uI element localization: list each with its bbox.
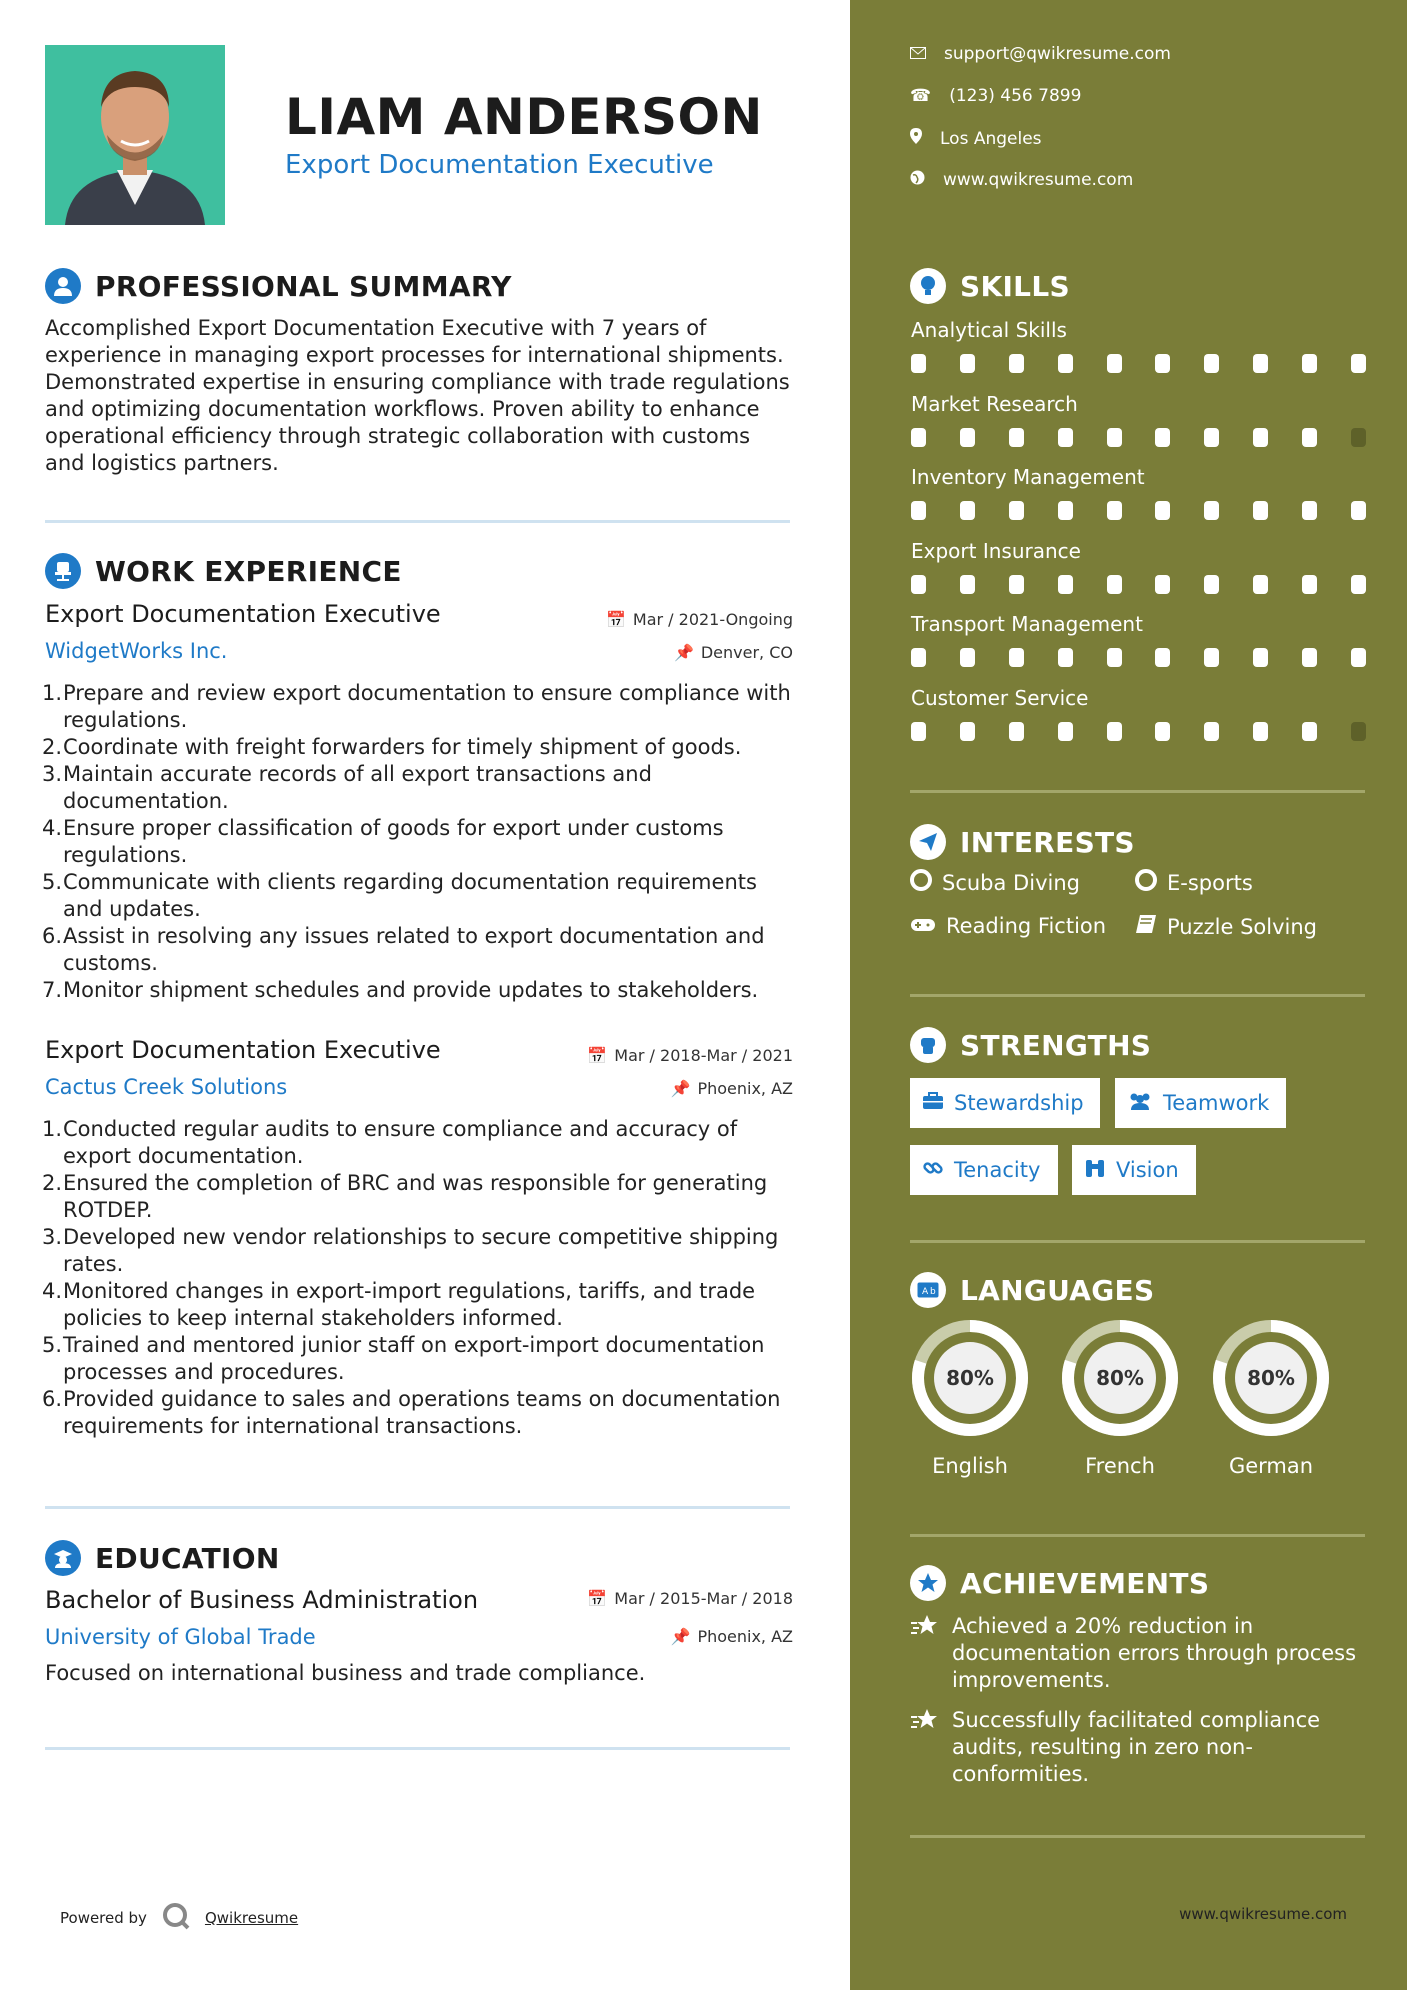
lifebuoy-icon: [1135, 869, 1157, 896]
skill-rating: [911, 354, 1366, 373]
skill-dot: [1058, 575, 1073, 594]
summary-line: Demonstrated expertise in ensuring compliance with trade regulations: [45, 370, 790, 394]
skills-title: SKILLS: [960, 269, 1070, 303]
skill-dot: [911, 428, 926, 447]
education-description: Focused on international business and trade compliance.: [45, 1661, 646, 1685]
language-percent: 80%: [946, 1366, 994, 1390]
contact-phone: [910, 86, 1081, 106]
section-divider: [910, 1835, 1365, 1838]
contact-email-text: support@qwikresume.com: [944, 44, 1171, 64]
footer-website: www.qwikresume.com: [1179, 1905, 1347, 1923]
job-location: [674, 643, 793, 662]
skill-dot: [1155, 354, 1170, 373]
achievement-item: [910, 1613, 1380, 1694]
strengths-heading: [910, 1027, 1151, 1063]
candidate-name: LIAM ANDERSON: [285, 88, 763, 146]
graduate-icon: [45, 1540, 81, 1576]
strength-label: Vision: [1116, 1158, 1179, 1182]
contact-location-text: Los Angeles: [940, 128, 1042, 149]
language-percent: 80%: [1096, 1366, 1144, 1390]
list-item: 5. Communicate with clients regarding documentation requirements and updates.: [42, 870, 757, 921]
strengths-title: STRENGTHS: [960, 1028, 1152, 1062]
language-percent: 80%: [1247, 1366, 1295, 1390]
skill-dot: [1009, 354, 1024, 373]
strength-badge: [910, 1078, 1100, 1128]
summary-line: Accomplished Export Documentation Executive with 7 years of: [45, 316, 707, 340]
progress-ring-icon: [910, 1318, 1030, 1438]
lightbulb-icon: [910, 268, 946, 304]
school: University of Global Trade: [45, 1625, 316, 1649]
skill-name: Market Research: [911, 391, 1078, 416]
list-item: 6. Provided guidance to sales and operations teams on documentation requirements for international transactions.: [42, 1387, 781, 1438]
language-ring: [910, 1318, 1030, 1442]
skill-dot: [1302, 354, 1317, 373]
list-item: 4. Monitored changes in export-import regulations, tariffs, and trade policies to keep internal stakeholders informed.: [42, 1279, 756, 1330]
skill-dot: [1009, 722, 1024, 741]
user-icon: [45, 268, 81, 304]
skill-name: Inventory Management: [911, 465, 1145, 489]
list-item: 3. Maintain accurate records of all export transactions and documentation.: [42, 762, 652, 813]
skill-dot: [1351, 722, 1366, 741]
interest-label: Scuba Diving: [942, 870, 1080, 895]
skill-rating: [911, 501, 1366, 520]
interest-label: E-sports: [1167, 870, 1253, 895]
interest-item: [910, 869, 1080, 896]
summary-line: operational efficiency through strategic collaboration with customs: [45, 424, 751, 448]
skill-dot: [1155, 648, 1170, 667]
strength-label: Teamwork: [1163, 1091, 1270, 1115]
education-date-text: Mar / 2015-Mar / 2018: [614, 1589, 793, 1608]
language-name: French: [1085, 1454, 1155, 1478]
job-date-text: Mar / 2018-Mar / 2021: [614, 1046, 793, 1065]
education-location-text: Phoenix, AZ: [697, 1627, 793, 1646]
job-date: [606, 610, 793, 629]
list-item: 2. Coordinate with freight forwarders for timely shipment of goods.: [42, 735, 742, 759]
section-divider: [45, 1747, 790, 1750]
paper-plane-icon: [910, 824, 946, 860]
section-divider: [910, 994, 1365, 997]
job-title: Export Documentation Executive: [45, 1036, 441, 1064]
section-divider: [910, 1534, 1365, 1537]
profile-photo: [45, 45, 225, 225]
strength-badge: [1115, 1078, 1286, 1128]
skill-name: Customer Service: [911, 685, 1089, 710]
skill-dot: [960, 354, 975, 373]
job-location-text: Phoenix, AZ: [697, 1079, 793, 1098]
education-title: EDUCATION: [95, 1541, 280, 1575]
interests-heading: [910, 824, 1135, 860]
section-divider: [45, 1506, 790, 1509]
skill-dot: [1009, 575, 1024, 594]
fist-icon: [910, 1027, 946, 1063]
interest-label: Reading Fiction: [946, 914, 1107, 938]
calendar-icon: 📅: [587, 1589, 608, 1608]
gamepad-icon: [910, 914, 936, 938]
skill-dot: [1107, 501, 1122, 520]
interests-title: INTERESTS: [960, 825, 1135, 859]
skill-dot: [1302, 575, 1317, 594]
skill-dot: [1204, 648, 1219, 667]
job-location-text: Denver, CO: [700, 643, 793, 662]
achievements-title: ACHIEVEMENTS: [960, 1566, 1210, 1600]
skill-dot: [1155, 428, 1170, 447]
list-item: 3. Developed new vendor relationships to secure competitive shipping rates.: [42, 1225, 779, 1276]
skill-dot: [1204, 501, 1219, 520]
lifebuoy-icon: [910, 869, 932, 896]
summary-line: and optimizing documentation workflows. Proven ability to enhance: [45, 397, 760, 421]
summary-line: and logistics partners.: [45, 451, 279, 475]
powered-by: [60, 1901, 298, 1935]
skill-dot: [1302, 501, 1317, 520]
contact-email: [910, 44, 1171, 64]
skill-dot: [1107, 648, 1122, 667]
skill-dot: [1155, 501, 1170, 520]
skill-dot: [911, 722, 926, 741]
chair-icon: [45, 553, 81, 589]
skill-dot: [1009, 428, 1024, 447]
skill-dot: [1155, 722, 1170, 741]
strength-label: Stewardship: [954, 1091, 1084, 1115]
job-date: [587, 1046, 793, 1065]
skill-dot: [1302, 428, 1317, 447]
calendar-icon: 📅: [587, 1046, 608, 1065]
summary-line: experience in managing export processes for international shipments.: [45, 343, 784, 367]
skill-dot: [960, 648, 975, 667]
skills-heading: [910, 268, 1070, 304]
link-icon: [922, 1157, 944, 1184]
users-icon: [1127, 1091, 1153, 1115]
skill-dot: [1058, 354, 1073, 373]
skill-name: Export Insurance: [911, 538, 1081, 563]
progress-ring-icon: [1060, 1318, 1180, 1438]
briefcase-icon: [922, 1091, 944, 1115]
section-divider: [45, 520, 790, 523]
svg-text:A: A: [922, 1287, 929, 1297]
calendar-icon: 📅: [605, 610, 626, 629]
interest-item: [1135, 914, 1317, 939]
interest-item: [1135, 869, 1253, 896]
powered-by-label: Powered by: [60, 1909, 147, 1927]
list-item: 5. Trained and mentored junior staff on export-import documentation processes and procedures.: [42, 1333, 765, 1384]
skill-dot: [1253, 722, 1268, 741]
skill-dot: [1107, 354, 1122, 373]
skill-dot: [911, 501, 926, 520]
skill-dot: [911, 354, 926, 373]
skill-rating: [911, 575, 1366, 594]
book-icon: [1135, 914, 1157, 939]
contact-website-text: www.qwikresume.com: [943, 170, 1134, 190]
contact-phone-text: (123) 456 7899: [949, 86, 1082, 106]
experience-title: WORK EXPERIENCE: [95, 554, 402, 588]
skill-dot: [1302, 722, 1317, 741]
skill-dot: [1009, 501, 1024, 520]
section-divider: [910, 1240, 1365, 1243]
skill-dot: [1204, 575, 1219, 594]
achievements-heading: [910, 1565, 1209, 1601]
list-item: 4. Ensure proper classification of goods for export under customs regulations.: [42, 816, 724, 867]
star-badge-icon: [910, 1565, 946, 1601]
skill-rating: [911, 648, 1366, 667]
skill-dot: [1351, 354, 1366, 373]
skill-rating: [911, 722, 1366, 741]
star-icon: [910, 1707, 940, 1788]
skill-dot: [1302, 648, 1317, 667]
job-company: Cactus Creek Solutions: [45, 1075, 288, 1099]
skill-dot: [1009, 648, 1024, 667]
skill-dot: [1351, 428, 1366, 447]
skill-dot: [1253, 501, 1268, 520]
job-date-text: Mar / 2021-Ongoing: [632, 610, 793, 629]
language-name: German: [1228, 1454, 1314, 1478]
job-duties: [42, 1116, 805, 1440]
job-company: WidgetWorks Inc.: [45, 639, 228, 663]
skill-dot: [1351, 501, 1366, 520]
skill-dot: [1351, 575, 1366, 594]
envelope-icon: [910, 44, 926, 64]
list-item: 2. Ensured the completion of BRC and was responsible for generating ROTDEP.: [42, 1171, 768, 1222]
person-avatar-icon: [45, 45, 225, 225]
skill-dot: [1155, 575, 1170, 594]
skill-dot: [1058, 648, 1073, 667]
skill-dot: [960, 575, 975, 594]
strength-badge: [1072, 1145, 1196, 1195]
languages-title: LANGUAGES: [960, 1273, 1155, 1307]
interest-label: Puzzle Solving: [1167, 914, 1317, 939]
skill-name: Transport Management: [911, 612, 1143, 636]
skill-dot: [1253, 648, 1268, 667]
skill-dot: [1107, 722, 1122, 741]
job-title: Export Documentation Executive: [45, 600, 441, 628]
education-date: [587, 1589, 793, 1608]
language-name: English: [932, 1454, 1008, 1478]
skill-dot: [960, 501, 975, 520]
skill-dot: [1253, 428, 1268, 447]
skill-rating: [911, 428, 1366, 447]
skill-dot: [1058, 722, 1073, 741]
strength-badge: [910, 1145, 1058, 1195]
list-item: 7. Monitor shipment schedules and provide updates to stakeholders.: [42, 978, 759, 1002]
skill-dot: [1204, 428, 1219, 447]
skill-dot: [1204, 354, 1219, 373]
degree: Bachelor of Business Administration: [45, 1586, 479, 1614]
sidebar: [850, 0, 1407, 1990]
contact-website: [910, 170, 1133, 190]
skill-dot: [1253, 575, 1268, 594]
job-location: [671, 1079, 793, 1098]
skill-dot: [1107, 428, 1122, 447]
achievement-text: Successfully facilitated compliance audits, resulting in zero non- conformities.: [952, 1708, 1321, 1786]
list-item: 1. Prepare and review export documentation to ensure compliance with regulations.: [42, 681, 791, 732]
list-item: 1. Conducted regular audits to ensure compliance and accuracy of export documentation.: [42, 1117, 738, 1168]
education-heading: [45, 1540, 280, 1576]
skill-dot: [960, 428, 975, 447]
experience-heading: [45, 553, 402, 589]
svg-text:b: b: [930, 1287, 936, 1297]
skill-dot: [1351, 648, 1366, 667]
progress-ring-icon: [1211, 1318, 1331, 1438]
achievement-item: [910, 1707, 1380, 1788]
skill-name: Analytical Skills: [911, 318, 1067, 342]
skill-dot: [960, 722, 975, 741]
interest-item: [910, 914, 1106, 938]
skill-dot: [911, 648, 926, 667]
pin-icon: 📌: [670, 1627, 691, 1646]
language-ring: [1060, 1318, 1180, 1442]
map-marker-icon: [910, 128, 922, 149]
summary-heading: [45, 268, 512, 304]
job-duties: [42, 680, 805, 1004]
phone-icon: ☎: [910, 86, 932, 106]
skill-dot: [1253, 354, 1268, 373]
translate-icon: [910, 1272, 946, 1308]
skill-dot: [1107, 575, 1122, 594]
skill-dot: [1058, 428, 1073, 447]
skill-dot: [1058, 501, 1073, 520]
skill-dot: [1204, 722, 1219, 741]
list-item: 6. Assist in resolving any issues related to export documentation and customs.: [42, 924, 765, 975]
education-location: [671, 1627, 793, 1646]
binoculars-icon: [1084, 1158, 1106, 1183]
language-ring: [1211, 1318, 1331, 1442]
pin-icon: 📌: [670, 1079, 691, 1098]
achievement-text: Achieved a 20% reduction in documentation errors through process improvements.: [952, 1614, 1357, 1692]
summary-title: PROFESSIONAL SUMMARY: [95, 269, 512, 303]
star-icon: [910, 1613, 940, 1694]
pin-icon: 📌: [673, 643, 694, 662]
qwikresume-link[interactable]: Qwikresume: [204, 1909, 299, 1927]
qwikresume-logo-icon: [161, 1901, 191, 1935]
summary-text: [45, 315, 795, 477]
candidate-title: Export Documentation Executive: [285, 150, 714, 180]
strength-label: Tenacity: [954, 1158, 1041, 1182]
skill-dot: [911, 575, 926, 594]
languages-heading: [910, 1272, 1154, 1308]
contact-location: [910, 128, 1042, 149]
globe-icon: [910, 170, 925, 190]
section-divider: [910, 790, 1365, 793]
